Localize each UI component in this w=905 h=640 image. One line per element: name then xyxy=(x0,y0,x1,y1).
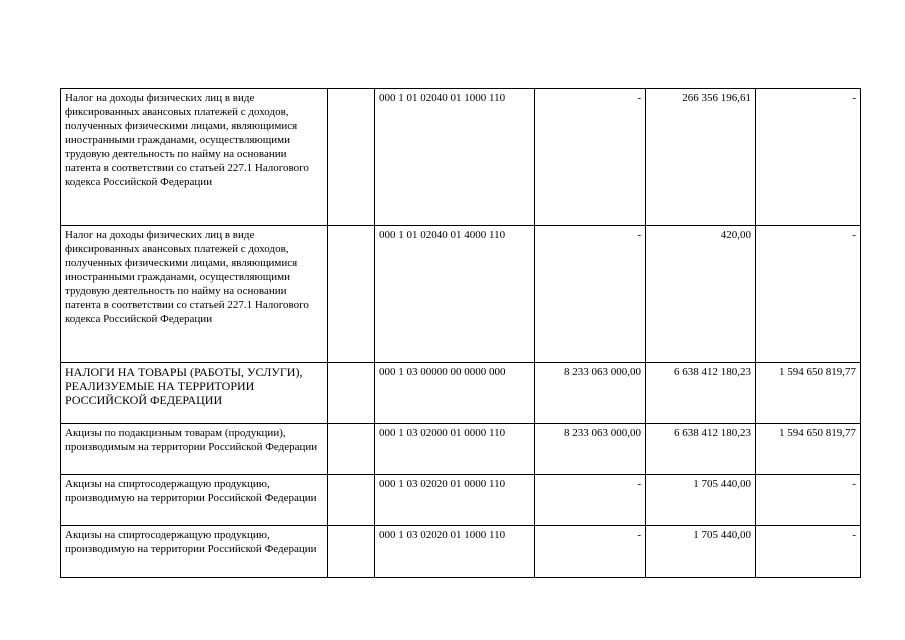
row-executed: 6 638 412 180,23 xyxy=(646,363,756,424)
row-executed: 266 356 196,61 xyxy=(646,89,756,226)
row-plan: 8 233 063 000,00 xyxy=(535,424,646,475)
row-name: Налог на доходы физических лиц в виде фиксированных авансовых платежей с доходов, полученных физическими лицами, являющимися иностранными гражданами, осуществляющими трудовую деятельность по найму на основании патента в соответствии со статьей 227.1 Налогового кодекса Российской Федерации xyxy=(61,89,328,226)
row-unexecuted: - xyxy=(756,526,861,578)
table-row xyxy=(61,475,861,526)
row-unexecuted: 1 594 650 819,77 xyxy=(756,363,861,424)
row-executed: 1 705 440,00 xyxy=(646,475,756,526)
table-row xyxy=(61,89,861,226)
empty-cell xyxy=(328,424,375,475)
empty-cell xyxy=(328,363,375,424)
table-row xyxy=(61,363,861,424)
row-unexecuted: - xyxy=(756,475,861,526)
row-plan: - xyxy=(535,526,646,578)
empty-cell xyxy=(328,475,375,526)
row-unexecuted: - xyxy=(756,226,861,363)
empty-cell xyxy=(328,89,375,226)
empty-cell xyxy=(328,226,375,363)
row-plan: - xyxy=(535,226,646,363)
row-plan: - xyxy=(535,475,646,526)
row-unexecuted: - xyxy=(756,89,861,226)
row-code: 000 1 03 02020 01 0000 110 xyxy=(375,475,535,526)
row-executed: 6 638 412 180,23 xyxy=(646,424,756,475)
row-executed: 1 705 440,00 xyxy=(646,526,756,578)
table-row xyxy=(61,424,861,475)
row-code: 000 1 01 02040 01 4000 110 xyxy=(375,226,535,363)
table-row xyxy=(61,526,861,578)
row-code: 000 1 03 02000 01 0000 110 xyxy=(375,424,535,475)
empty-cell xyxy=(328,526,375,578)
revenue-table xyxy=(60,88,861,578)
row-name: Акцизы на спиртосодержащую продукцию, производимую на территории Российской Федерации xyxy=(61,475,328,526)
table-row xyxy=(61,226,861,363)
row-code: 000 1 03 02020 01 1000 110 xyxy=(375,526,535,578)
row-name: Акцизы по подакцизным товарам (продукции), производимым на территории Российской Федерации xyxy=(61,424,328,475)
row-plan: 8 233 063 000,00 xyxy=(535,363,646,424)
row-executed: 420,00 xyxy=(646,226,756,363)
row-name: Акцизы на спиртосодержащую продукцию, производимую на территории Российской Федерации xyxy=(61,526,328,578)
row-plan: - xyxy=(535,89,646,226)
row-unexecuted: 1 594 650 819,77 xyxy=(756,424,861,475)
row-code: 000 1 03 00000 00 0000 000 xyxy=(375,363,535,424)
row-code: 000 1 01 02040 01 1000 110 xyxy=(375,89,535,226)
row-name: НАЛОГИ НА ТОВАРЫ (РАБОТЫ, УСЛУГИ), РЕАЛИЗУЕМЫЕ НА ТЕРРИТОРИИ РОССИЙСКОЙ ФЕДЕРАЦИИ xyxy=(61,363,328,424)
row-name: Налог на доходы физических лиц в виде фиксированных авансовых платежей с доходов, полученных физическими лицами, являющимися иностранными гражданами, осуществляющими трудовую деятельность по найму на основании патента в соответствии со статьей 227.1 Налогового кодекса Российской Федерации xyxy=(61,226,328,363)
